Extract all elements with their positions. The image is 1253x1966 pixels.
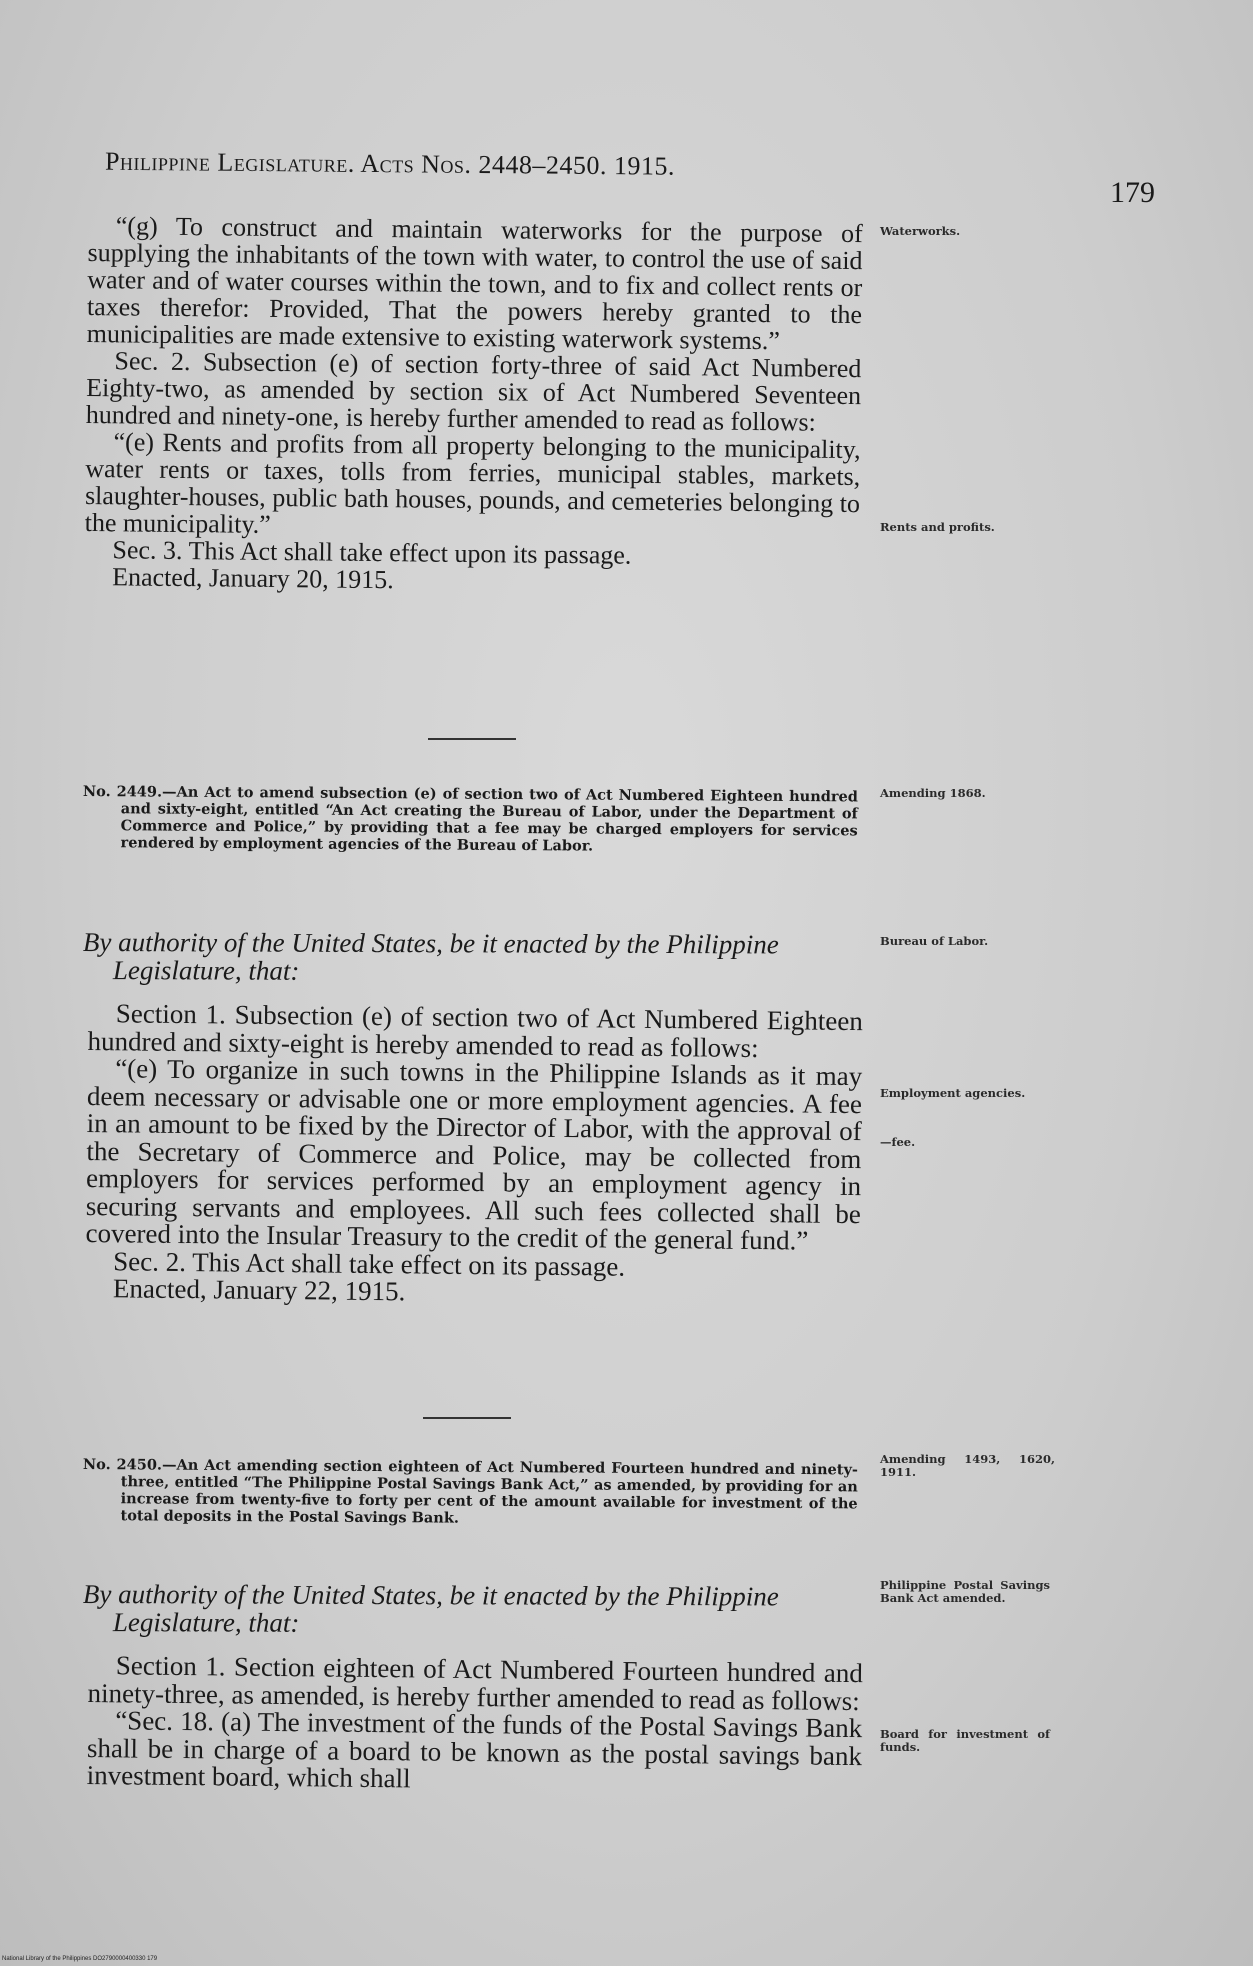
sidenote-board: Board for investment of funds.	[880, 1727, 1050, 1754]
section-1: Section 1. Subsection (e) of section two of Act Numbered Eighteen hundred and sixty-eight is hereby amended to read as follows:	[87, 998, 863, 1063]
sidenote-amending-1493: Amending 1493, 1620, 1911.	[880, 1452, 1055, 1479]
paragraph-e: “(e) Rents and profits from all property belonging to the municipality, water rents or taxes, tolls from ferries, municipal stables, markets, slaughter-houses, public bath houses, pounds, and cemeteries belonging to the municipality.”	[84, 427, 861, 539]
section-1: Section 1. Section eighteen of Act Numbered Fourteen hundred and ninety-three, as amended, is hereby further amended to read as follows:	[87, 1650, 863, 1716]
page-number: 179	[1110, 176, 1155, 209]
enacting-text: By authority of the United States, be it enacted by the Philippine Legislature, that:	[82, 1579, 779, 1638]
act-2448-continuation	[84, 212, 863, 598]
enacted-date: Enacted, January 22, 1915.	[112, 1273, 406, 1307]
running-title: Philippine Legislature. Acts Nos. 2448–2450. 1915.	[104, 146, 676, 181]
act-2449-enacting-clause	[83, 928, 858, 987]
act-2450-enacting-clause	[83, 1580, 858, 1639]
section-3: Sec. 3. This Act shall take effect upon its passage.	[112, 535, 632, 570]
sidenote-waterworks: Waterworks.	[880, 224, 961, 238]
sidenote-fee: —fee.	[880, 1135, 916, 1149]
section-2: Sec. 2. This Act shall take effect on its passage.	[113, 1245, 626, 1282]
abstract-text: No. 2449.—An Act to amend subsection (e) of section two of Act Numbered Eighteen hundred and sixty-eight, entitled “An Act creating the Bureau of Labor, under the Department of Commerce and Police,” by providing that a fee may be charged employers for services rendered by employment agencies of the Bureau of Labor.	[82, 783, 858, 855]
abstract-text: No. 2450.—An Act amending section eighteen of Act Numbered Fourteen hundred and ninety-three, entitled “The Philippine Postal Savings Bank Act,” as amended, by providing for an increase from twenty-five to forty per cent of the amount available for investment of the total deposits in the Postal Savings Bank.	[82, 1456, 858, 1527]
enacting-text: By authority of the United States, be it enacted by the Philippine Legislature, that:	[82, 927, 779, 986]
act-2449-body	[85, 1000, 863, 1311]
enacted-date: Enacted, January 20, 1915.	[112, 562, 394, 595]
act-2450-abstract	[83, 1456, 858, 1529]
scan-footer: National Library of the Philippines DO2790000400330 179	[2, 1956, 158, 1962]
act-2449-abstract	[83, 783, 858, 856]
paragraph-e: “(e) To organize in such towns in the Philippine Islands as it may deem necessary or advisable one or more employment agencies. A fee in an amount to be fixed by the Director of Labor, with the approval of the Secretary of Commerce and Police, may be collected from employers for services performed by an employment agency in securing servants and employees. All such fees collected shall be covered into the Insular Treasury to the credit of the general fund.”	[85, 1053, 863, 1256]
sidenote-bureau-labor: Bureau of Labor.	[880, 934, 989, 948]
section-divider	[428, 738, 516, 740]
sidenote-amending-1868: Amending 1868.	[880, 786, 986, 800]
section-18: “Sec. 18. (a) The investment of the funds of the Postal Savings Bank shall be in charge of a board to be known as the postal savings bank investment board, which shall	[86, 1705, 863, 1794]
paragraph-g: “(g) To construct and maintain waterworks for the purpose of supplying the inhabitants of the town with water, to control the use of said water and of water courses within the town, and to fix and collect rents or taxes therefor: Provided, That the powers hereby granted to the municipalities are made extensive to existing waterwork systems.”	[86, 211, 863, 356]
sidenote-postal: Philippine Postal Savings Bank Act amended.	[880, 1578, 1050, 1605]
section-2: Sec. 2. Subsection (e) of section forty-three of said Act Numbered Eighty-two, as amended by section six of Act Numbered Seventeen hundred and ninety-one, is hereby further amended to read as follows:	[85, 346, 862, 437]
sidenote-employment: Employment agencies.	[880, 1086, 1026, 1100]
section-divider	[423, 1417, 511, 1419]
act-2450-body	[87, 1652, 863, 1798]
sidenote-rents: Rents and profits.	[880, 520, 995, 534]
